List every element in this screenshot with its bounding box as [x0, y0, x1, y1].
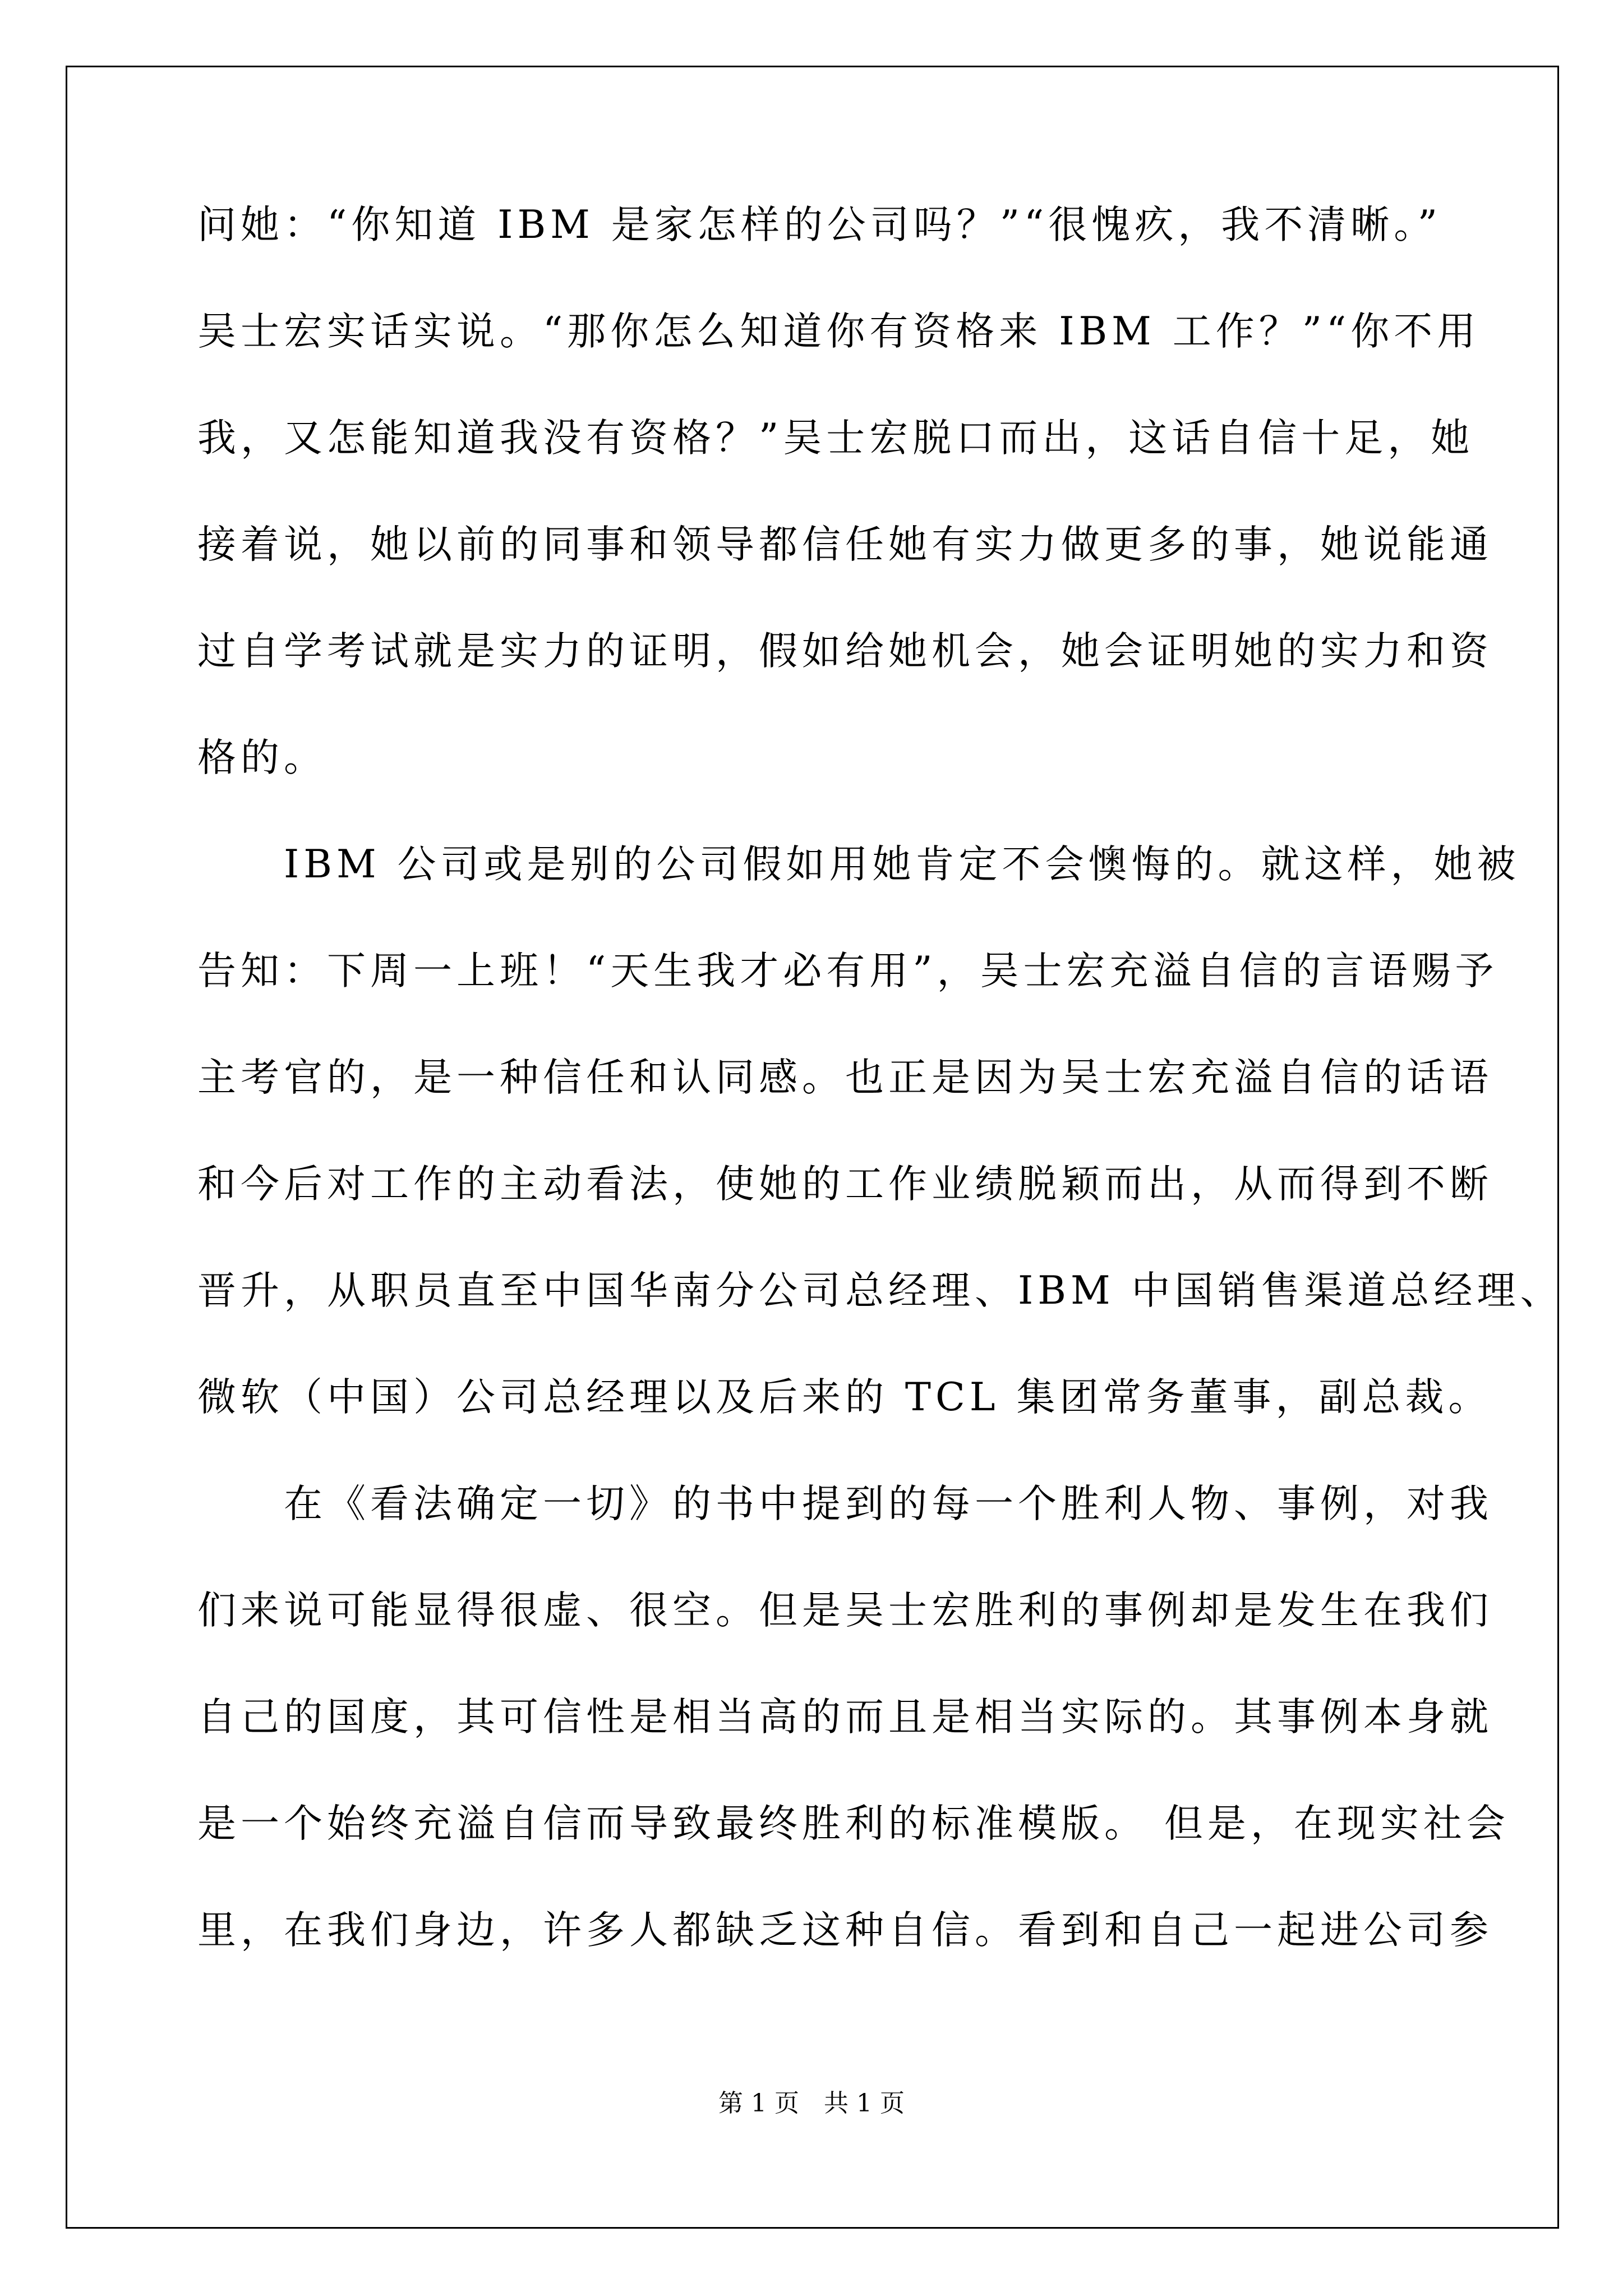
body-text-line: 在《看法确定一切》的书中提到的每一个胜利人物、事例，对我 — [197, 1481, 1493, 1526]
body-text-line: 主考官的，是一种信任和认同感。也正是因为吴士宏充溢自信的话语 — [197, 1055, 1493, 1100]
body-text-line: IBM 公司或是别的公司假如用她肯定不会懊悔的。就这样，她被 — [197, 842, 1520, 887]
body-text-line: 告知：下周一上班！“天生我才必有用”，吴士宏充溢自信的言语赐予 — [197, 949, 1498, 993]
body-text-line: 和今后对工作的主动看法，使她的工作业绩脱颖而出，从而得到不断 — [197, 1162, 1493, 1207]
body-text-line: 格的。 — [197, 735, 327, 780]
body-text-line: 过自学考试就是实力的证明，假如给她机会，她会证明她的实力和资 — [197, 629, 1493, 674]
body-text-line: 微软（中国）公司总经理以及后来的 TCL 集团常务董事，副总裁。 — [197, 1375, 1492, 1420]
body-text-line: 们来说可能显得很虚、很空。但是吴士宏胜利的事例却是发生在我们 — [197, 1588, 1493, 1633]
body-text-line: 吴士宏实话实说。“那你怎么知道你有资格来 IBM 工作？”“你不用 — [197, 309, 1481, 354]
page-number-footer: 第 1 页 共 1 页 — [718, 2089, 905, 2118]
body-text-line: 是一个始终充溢自信而导致最终胜利的标准模版。 但是，在现实社会 — [197, 1801, 1510, 1846]
body-text-line: 问她：“你知道 IBM 是家怎样的公司吗？”“很愧疚，我不清晰。” — [197, 203, 1442, 247]
body-text-line: 里，在我们身边，许多人都缺乏这种自信。看到和自己一起进公司参 — [197, 1908, 1493, 1953]
body-text-line: 接着说，她以前的同事和领导都信任她有实力做更多的事，她说能通 — [197, 522, 1493, 567]
body-text-line: 自己的国度，其可信性是相当高的而且是相当实际的。其事例本身就 — [197, 1695, 1493, 1740]
body-text-line: 我，又怎能知道我没有资格？”吴士宏脱口而出，这话自信十足，她 — [197, 416, 1474, 461]
body-text-line: 晋升，从职员直至中国华南分公司总经理、IBM 中国销售渠道总经理、 — [197, 1268, 1564, 1313]
page-frame — [66, 66, 1559, 2229]
